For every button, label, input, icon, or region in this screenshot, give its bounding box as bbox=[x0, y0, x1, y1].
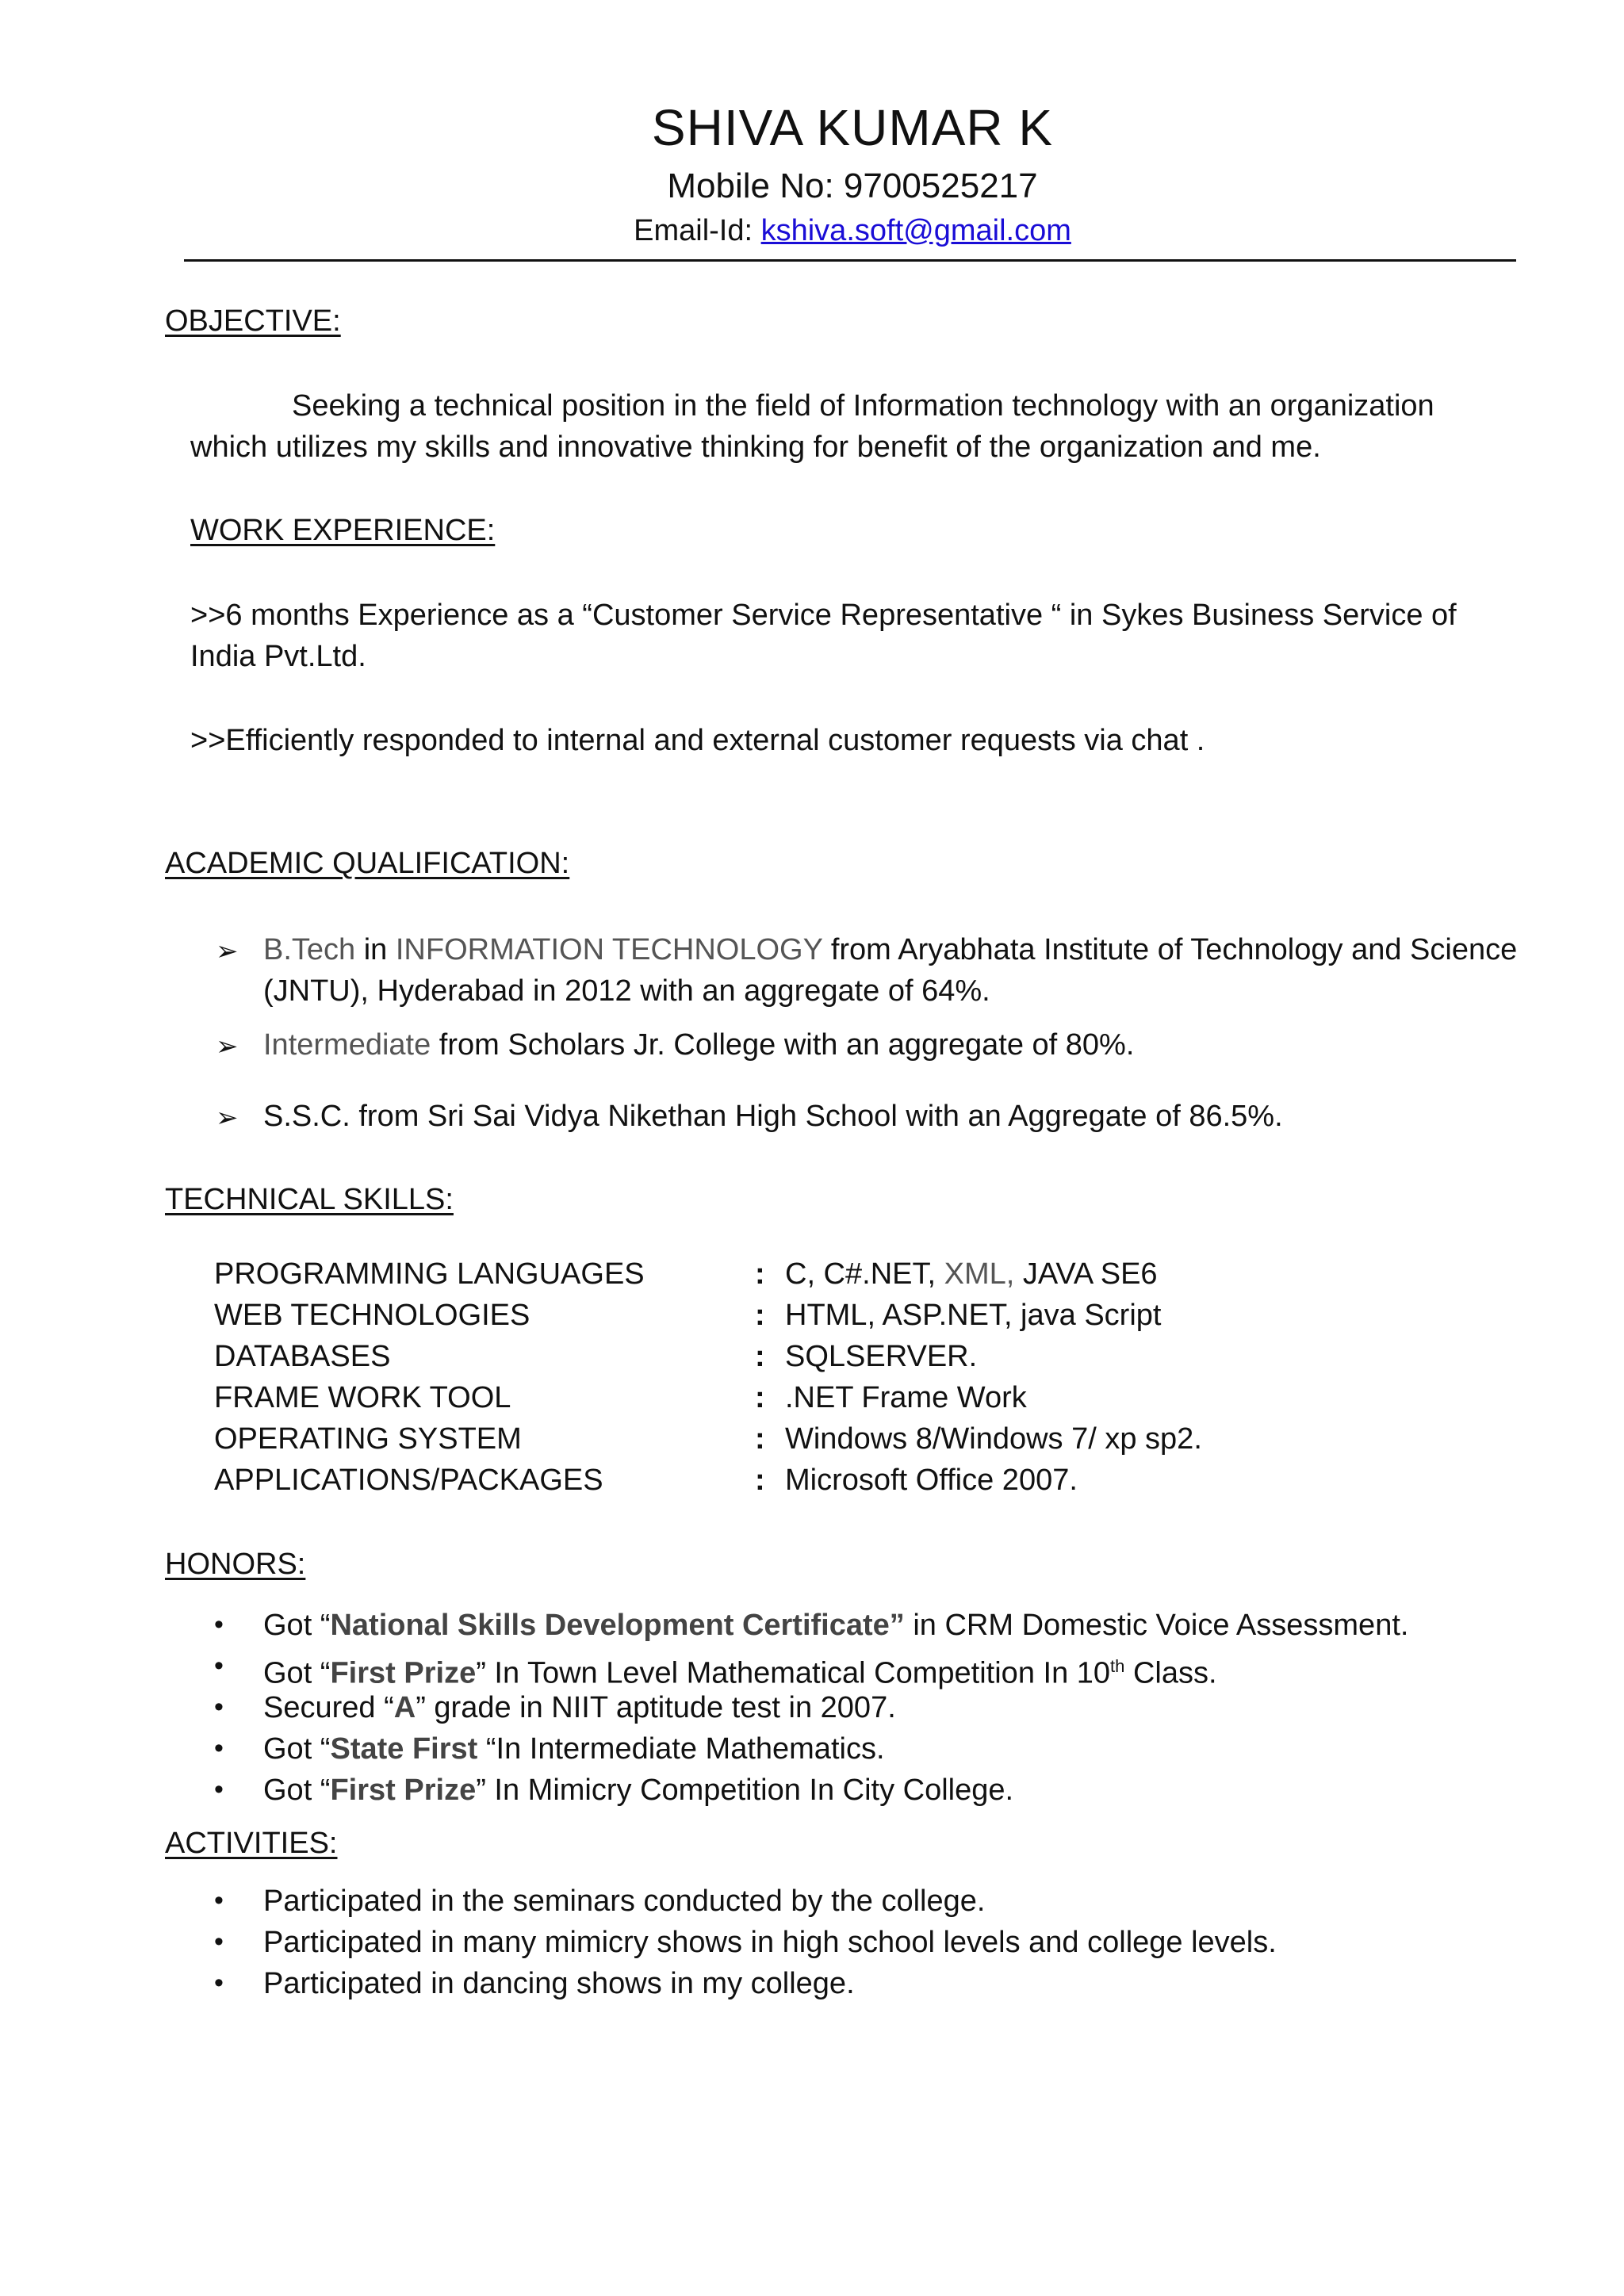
honors-heading: HONORS: bbox=[165, 1548, 306, 1581]
activity-item: Participated in dancing shows in my college. bbox=[263, 1967, 855, 2000]
skill-value: .NET Frame Work bbox=[785, 1381, 1027, 1414]
academic-intermediate bbox=[263, 1024, 1134, 1066]
mobile-number: 9700525217 bbox=[843, 166, 1038, 205]
objective-heading: OBJECTIVE: bbox=[165, 304, 341, 338]
academic-btech-line-2: (JNTU), Hyderabad in 2012 with an aggregate of 64%. bbox=[263, 974, 990, 1008]
skill-colon: : bbox=[755, 1464, 765, 1497]
honor-text: Secured “ bbox=[263, 1691, 394, 1724]
mobile-line bbox=[0, 166, 1624, 206]
skill-value: Windows 8/Windows 7/ xp sp2. bbox=[785, 1422, 1202, 1456]
email-label: Email-Id: bbox=[634, 214, 761, 247]
honor-highlight: National Skills Development Certificate” bbox=[330, 1609, 905, 1642]
bullet-icon: • bbox=[214, 1774, 224, 1804]
bullet-icon: • bbox=[214, 1609, 224, 1640]
skill-colon: : bbox=[755, 1299, 765, 1332]
activity-item: Participated in many mimicry shows in high school levels and college levels. bbox=[263, 1926, 1277, 1959]
arrow-bullet-icon: ➢ bbox=[216, 1103, 239, 1133]
bullet-icon: • bbox=[214, 1885, 224, 1915]
honor-text: Got “ bbox=[263, 1774, 331, 1807]
skill-label: DATABASES bbox=[214, 1340, 391, 1373]
bullet-icon: • bbox=[214, 1692, 224, 1722]
honor-highlight: State First bbox=[330, 1732, 478, 1766]
skill-label: WEB TECHNOLOGIES bbox=[214, 1299, 530, 1332]
header-divider bbox=[184, 259, 1516, 262]
honor-text: Got “ bbox=[263, 1609, 331, 1642]
activity-item: Participated in the seminars conducted by the college. bbox=[263, 1885, 986, 1918]
arrow-bullet-icon: ➢ bbox=[216, 1031, 239, 1062]
skill-value-part: JAVA SE6 bbox=[1014, 1257, 1158, 1291]
honor-text: Got “ bbox=[263, 1656, 331, 1690]
skill-value: SQLSERVER. bbox=[785, 1340, 978, 1373]
academic-btech-line-1 bbox=[263, 929, 1517, 970]
btech-in: in bbox=[355, 933, 396, 966]
honor-text: Got “ bbox=[263, 1732, 331, 1766]
btech-degree: B.Tech bbox=[263, 933, 356, 966]
objective-line-2: which utilizes my skills and innovative thinking for benefit of the organization and me. bbox=[190, 430, 1321, 464]
skill-colon: : bbox=[755, 1381, 765, 1414]
mobile-label: Mobile No: bbox=[667, 166, 844, 205]
email-link[interactable]: kshiva.soft@gmail.com bbox=[760, 214, 1071, 247]
skill-label: FRAME WORK TOOL bbox=[214, 1381, 511, 1414]
honor-text: ” In Mimicry Competition In City College. bbox=[476, 1774, 1014, 1807]
btech-branch: INFORMATION TECHNOLOGY bbox=[395, 933, 823, 966]
skill-colon: : bbox=[755, 1257, 765, 1291]
skill-value: HTML, ASP.NET, java Script bbox=[785, 1299, 1162, 1332]
honor-text: ” In Town Level Mathematical Competition In 10 bbox=[476, 1656, 1111, 1690]
honor-highlight: A bbox=[393, 1691, 416, 1724]
skill-value: Microsoft Office 2007. bbox=[785, 1464, 1078, 1497]
btech-institute: from Aryabhata Institute of Technology and Science bbox=[822, 933, 1518, 966]
honor-item bbox=[263, 1605, 1408, 1646]
skill-colon: : bbox=[755, 1340, 765, 1373]
honor-superscript: th bbox=[1110, 1656, 1125, 1676]
skill-value-part: XML, bbox=[944, 1257, 1015, 1291]
intermediate-degree: Intermediate bbox=[263, 1028, 431, 1062]
honor-text: in CRM Domestic Voice Assessment. bbox=[904, 1609, 1409, 1642]
activities-heading: ACTIVITIES: bbox=[165, 1827, 338, 1860]
honor-highlight: First Prize bbox=[330, 1656, 477, 1690]
honor-highlight: First Prize bbox=[330, 1774, 477, 1807]
technical-skills-heading: TECHNICAL SKILLS: bbox=[165, 1183, 454, 1216]
work-experience-heading: WORK EXPERIENCE: bbox=[190, 514, 496, 547]
email-line bbox=[0, 214, 1624, 248]
candidate-name: SHIVA KUMAR K bbox=[651, 99, 1054, 156]
skill-label: PROGRAMMING LANGUAGES bbox=[214, 1257, 645, 1291]
bullet-icon: • bbox=[214, 1651, 224, 1681]
skill-label: OPERATING SYSTEM bbox=[214, 1422, 522, 1456]
academic-ssc: S.S.C. from Sri Sai Vidya Nikethan High School with an Aggregate of 86.5%. bbox=[263, 1100, 1283, 1133]
honor-text: “In Intermediate Mathematics. bbox=[477, 1732, 885, 1766]
honor-item bbox=[263, 1770, 1013, 1811]
skill-value bbox=[785, 1257, 1158, 1292]
academic-heading: ACADEMIC QUALIFICATION: bbox=[165, 847, 570, 880]
work-item-2: >>Efficiently responded to internal and external customer requests via chat . bbox=[190, 724, 1205, 757]
intermediate-details: from Scholars Jr. College with an aggregate of 80%. bbox=[431, 1028, 1135, 1062]
honor-item bbox=[263, 1687, 896, 1728]
arrow-bullet-icon: ➢ bbox=[216, 936, 239, 966]
work-item-1-line-1: >>6 months Experience as a “Customer Service Representative “ in Sykes Business Service of bbox=[190, 599, 1457, 632]
objective-line-1: Seeking a technical position in the field of Information technology with an organization bbox=[292, 389, 1434, 423]
honor-text: ” grade in NIIT aptitude test in 2007. bbox=[416, 1691, 896, 1724]
work-item-1-line-2: India Pvt.Ltd. bbox=[190, 640, 366, 673]
honor-text: Class. bbox=[1124, 1656, 1217, 1690]
skill-value-part: C, C#.NET, bbox=[785, 1257, 944, 1291]
bullet-icon: • bbox=[214, 1733, 224, 1763]
bullet-icon: • bbox=[214, 1968, 224, 1998]
bullet-icon: • bbox=[214, 1927, 224, 1957]
honor-item bbox=[263, 1728, 885, 1770]
skill-colon: : bbox=[755, 1422, 765, 1456]
skill-label: APPLICATIONS/PACKAGES bbox=[214, 1464, 603, 1497]
